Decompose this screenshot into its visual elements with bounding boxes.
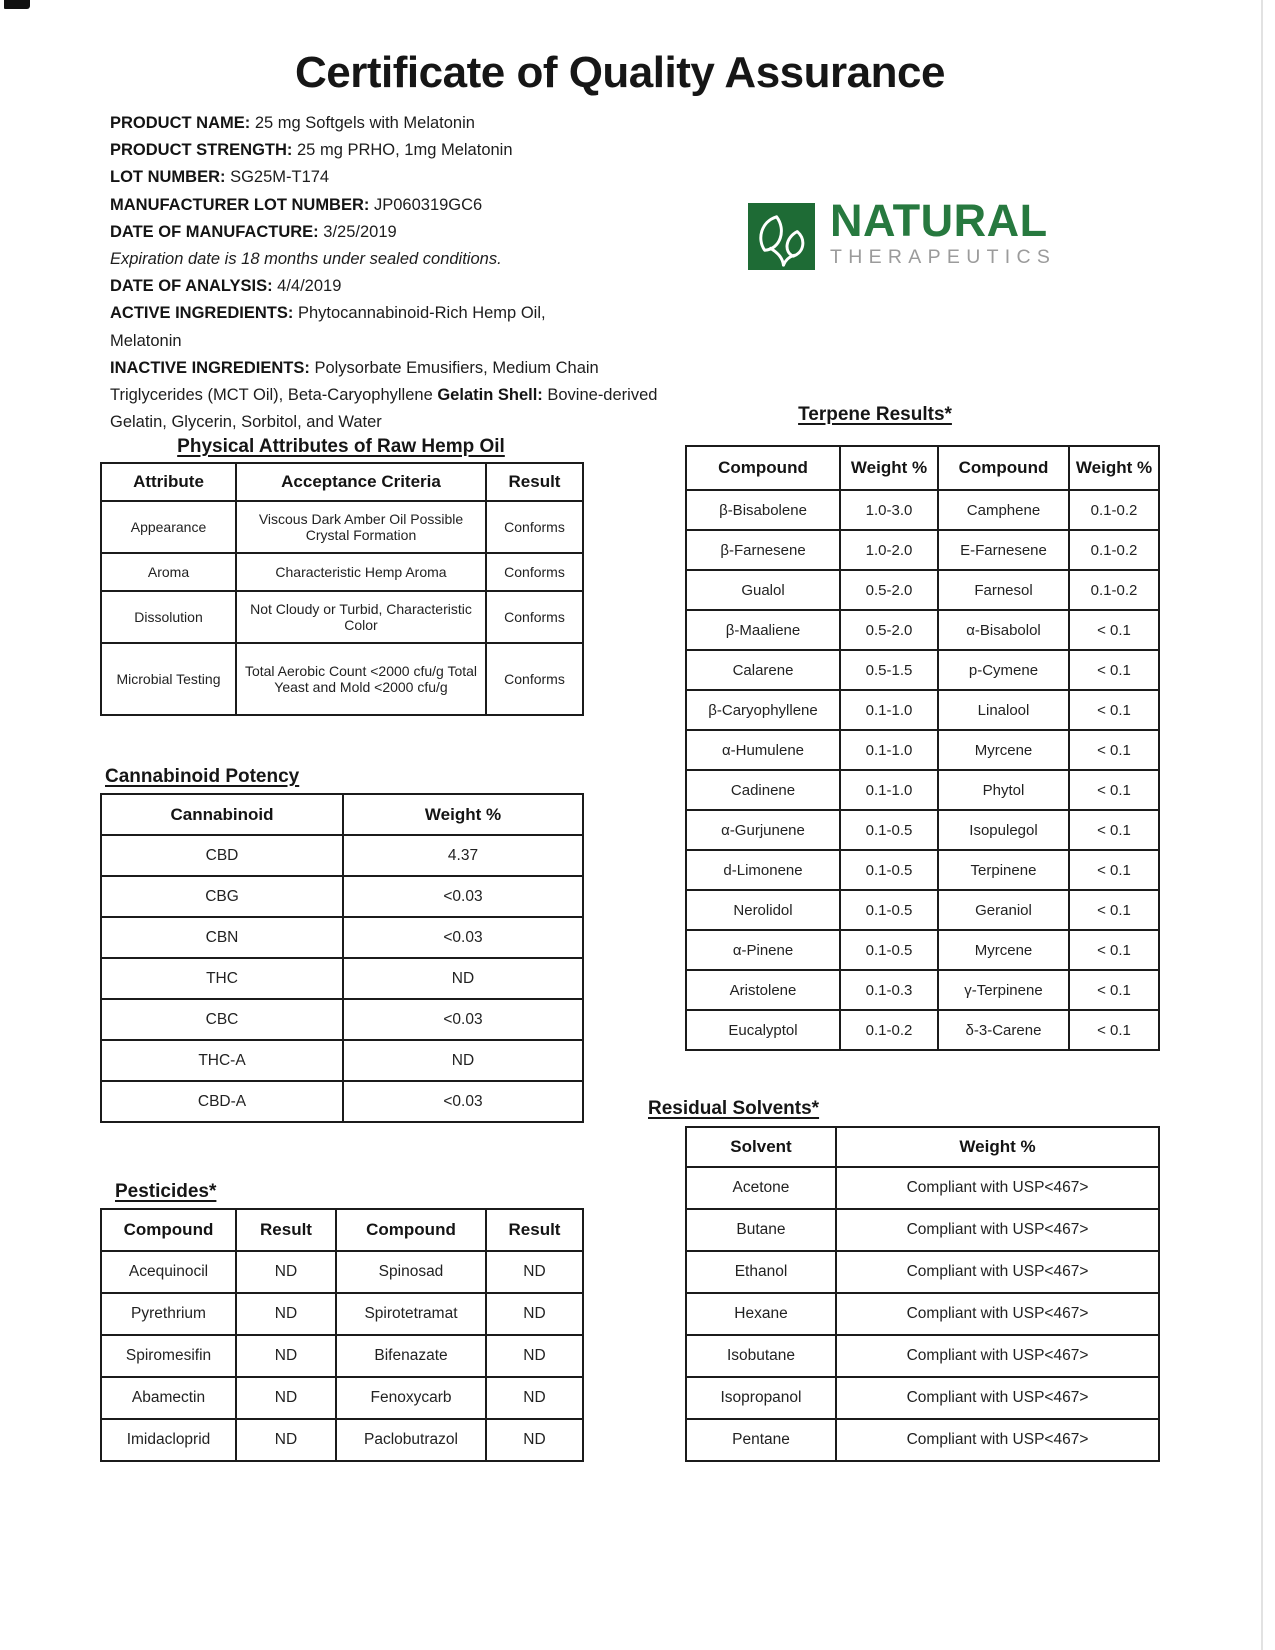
- table-cell: E-Farnesene: [938, 530, 1069, 570]
- table-cell: Acetone: [686, 1167, 836, 1209]
- physical-attributes-title: Physical Attributes of Raw Hemp Oil: [177, 436, 505, 457]
- table-cell: Cadinene: [686, 770, 840, 810]
- table-cell: Acequinocil: [101, 1251, 236, 1293]
- table-cell: Abamectin: [101, 1377, 236, 1419]
- table-cell: Terpinene: [938, 850, 1069, 890]
- table-row: [101, 1040, 583, 1081]
- table-header-row: [101, 1209, 583, 1251]
- column-header: Result: [236, 1209, 336, 1251]
- table-cell: CBG: [101, 876, 343, 917]
- table-row: [686, 1251, 1159, 1293]
- table-cell: ND: [486, 1335, 583, 1377]
- table-row: [101, 591, 583, 643]
- table-cell: 0.1-1.0: [840, 730, 938, 770]
- table-cell: Not Cloudy or Turbid, Characteristic Color: [236, 591, 486, 643]
- table-cell: Compliant with USP<467>: [836, 1167, 1159, 1209]
- table-row: [686, 1010, 1159, 1050]
- logo-subtitle: THERAPEUTICS: [830, 246, 1057, 268]
- table-cell: 0.1-0.5: [840, 850, 938, 890]
- table-cell: ND: [486, 1377, 583, 1419]
- table-cell: Linalool: [938, 690, 1069, 730]
- leaf-sprout-icon: [748, 203, 815, 270]
- page-title: Certificate of Quality Assurance: [295, 48, 945, 97]
- table-header-row: [686, 1127, 1159, 1167]
- logo-wordmark: [830, 195, 1057, 269]
- inactive-ingredients-line: INACTIVE INGREDIENTS: Polysorbate Emusifiers, Medium Chain: [110, 358, 599, 377]
- table-row: [686, 930, 1159, 970]
- table-cell: <0.03: [343, 917, 583, 958]
- table-cell: Paclobutrazol: [336, 1419, 486, 1461]
- table-row: [686, 850, 1159, 890]
- table-cell: ND: [236, 1335, 336, 1377]
- table-cell: Phytol: [938, 770, 1069, 810]
- table-row: [101, 958, 583, 999]
- table-cell: 1.0-3.0: [840, 490, 938, 530]
- table-cell: ND: [486, 1251, 583, 1293]
- table-row: [686, 970, 1159, 1010]
- logo-name: NATURAL: [830, 195, 1048, 246]
- table-cell: Bifenazate: [336, 1335, 486, 1377]
- manufacturer-lot-line: MANUFACTURER LOT NUMBER: JP060319GC6: [110, 195, 483, 214]
- table-cell: γ-Terpinene: [938, 970, 1069, 1010]
- table-cell: Spinosad: [336, 1251, 486, 1293]
- table-row: [686, 1377, 1159, 1419]
- table-cell: Hexane: [686, 1293, 836, 1335]
- table-row: [101, 643, 583, 715]
- table-cell: Microbial Testing: [101, 643, 236, 715]
- table-cell: < 0.1: [1069, 1010, 1159, 1050]
- table-cell: Compliant with USP<467>: [836, 1293, 1159, 1335]
- table-cell: Nerolidol: [686, 890, 840, 930]
- table-cell: Fenoxycarb: [336, 1377, 486, 1419]
- table-cell: Appearance: [101, 501, 236, 553]
- active-ingredients-continued: Melatonin: [110, 331, 182, 350]
- table-cell: Butane: [686, 1209, 836, 1251]
- table-cell: 0.5-2.0: [840, 570, 938, 610]
- table-cell: ND: [236, 1377, 336, 1419]
- inactive-ingredients-end: Gelatin, Glycerin, Sorbitol, and Water: [110, 413, 382, 432]
- table-cell: 4.37: [343, 835, 583, 876]
- table-cell: Spirotetramat: [336, 1293, 486, 1335]
- table-cell: Isopulegol: [938, 810, 1069, 850]
- company-logo: [748, 195, 1057, 270]
- table-cell: CBC: [101, 999, 343, 1040]
- table-cell: Isopropanol: [686, 1377, 836, 1419]
- table-cell: 0.5-1.5: [840, 650, 938, 690]
- table-cell: Myrcene: [938, 730, 1069, 770]
- table-cell: α-Humulene: [686, 730, 840, 770]
- table-header-row: [686, 446, 1159, 490]
- column-header: Solvent: [686, 1127, 836, 1167]
- table-row: [101, 917, 583, 958]
- table-cell: Total Aerobic Count <2000 cfu/g Total Yeast and Mold <2000 cfu/g: [236, 643, 486, 715]
- table-cell: Conforms: [486, 591, 583, 643]
- table-row: [686, 530, 1159, 570]
- table-cell: Farnesol: [938, 570, 1069, 610]
- table-cell: Compliant with USP<467>: [836, 1335, 1159, 1377]
- table-cell: 0.1-0.2: [1069, 530, 1159, 570]
- table-row: [686, 810, 1159, 850]
- pesticides-title: Pesticides*: [115, 1181, 217, 1202]
- column-header: Compound: [686, 446, 840, 490]
- table-cell: Pentane: [686, 1419, 836, 1461]
- table-cell: < 0.1: [1069, 770, 1159, 810]
- table-cell: 1.0-2.0: [840, 530, 938, 570]
- table-cell: < 0.1: [1069, 970, 1159, 1010]
- table-row: [101, 1081, 583, 1122]
- column-header: Weight %: [1069, 446, 1159, 490]
- table-cell: ND: [343, 1040, 583, 1081]
- table-cell: ND: [236, 1419, 336, 1461]
- table-cell: Compliant with USP<467>: [836, 1419, 1159, 1461]
- table-row: [686, 650, 1159, 690]
- table-cell: ND: [486, 1293, 583, 1335]
- pesticides-table: [100, 1208, 584, 1462]
- table-cell: 0.1-0.2: [1069, 490, 1159, 530]
- scan-edge-line: [1261, 0, 1263, 1650]
- cannabinoid-potency-title: Cannabinoid Potency: [105, 766, 300, 787]
- expiration-note: Expiration date is 18 months under sealed conditions.: [110, 250, 502, 269]
- table-cell: Spiromesifin: [101, 1335, 236, 1377]
- lot-number-line: LOT NUMBER: SG25M-T174: [110, 168, 330, 187]
- table-row: [101, 501, 583, 553]
- table-cell: Viscous Dark Amber Oil Possible Crystal Formation: [236, 501, 486, 553]
- column-header: Compound: [101, 1209, 236, 1251]
- table-row: [101, 1377, 583, 1419]
- table-header-row: [101, 794, 583, 835]
- table-cell: β-Bisabolene: [686, 490, 840, 530]
- column-header: Result: [486, 463, 583, 501]
- table-row: [101, 553, 583, 591]
- column-header: Compound: [336, 1209, 486, 1251]
- table-row: [101, 1293, 583, 1335]
- table-cell: < 0.1: [1069, 850, 1159, 890]
- table-row: [686, 730, 1159, 770]
- table-cell: Compliant with USP<467>: [836, 1377, 1159, 1419]
- table-cell: Calarene: [686, 650, 840, 690]
- table-cell: ND: [486, 1419, 583, 1461]
- table-cell: ND: [236, 1251, 336, 1293]
- table-cell: Conforms: [486, 501, 583, 553]
- table-row: [101, 1335, 583, 1377]
- table-row: [686, 490, 1159, 530]
- physical-attributes-table: [100, 462, 584, 716]
- table-cell: 0.1-1.0: [840, 770, 938, 810]
- cannabinoid-potency-table: [100, 793, 584, 1123]
- product-strength-line: PRODUCT STRENGTH: 25 mg PRHO, 1mg Melatonin: [110, 141, 513, 160]
- scan-corner-mark: [4, 0, 30, 9]
- date-of-analysis-line: DATE OF ANALYSIS: 4/4/2019: [110, 277, 342, 296]
- table-cell: Camphene: [938, 490, 1069, 530]
- table-header-row: [101, 463, 583, 501]
- table-cell: Eucalyptol: [686, 1010, 840, 1050]
- table-cell: Isobutane: [686, 1335, 836, 1377]
- table-row: [686, 1419, 1159, 1461]
- table-cell: Aroma: [101, 553, 236, 591]
- column-header: Acceptance Criteria: [236, 463, 486, 501]
- residual-solvents-table: [685, 1126, 1160, 1462]
- terpene-results-table: [685, 445, 1160, 1051]
- table-row: [686, 690, 1159, 730]
- table-cell: Myrcene: [938, 930, 1069, 970]
- table-cell: THC: [101, 958, 343, 999]
- table-row: [686, 890, 1159, 930]
- column-header: Compound: [938, 446, 1069, 490]
- table-cell: Geraniol: [938, 890, 1069, 930]
- table-cell: Aristolene: [686, 970, 840, 1010]
- table-cell: < 0.1: [1069, 690, 1159, 730]
- table-row: [101, 876, 583, 917]
- date-of-manufacture-line: DATE OF MANUFACTURE: 3/25/2019: [110, 222, 397, 241]
- table-cell: THC-A: [101, 1040, 343, 1081]
- table-cell: <0.03: [343, 999, 583, 1040]
- table-row: [686, 570, 1159, 610]
- table-row: [101, 1251, 583, 1293]
- table-row: [101, 1419, 583, 1461]
- table-cell: < 0.1: [1069, 610, 1159, 650]
- column-header: Result: [486, 1209, 583, 1251]
- table-cell: 0.1-0.2: [1069, 570, 1159, 610]
- table-cell: 0.5-2.0: [840, 610, 938, 650]
- table-cell: Dissolution: [101, 591, 236, 643]
- column-header: Weight %: [343, 794, 583, 835]
- inactive-ingredients-continued: Triglycerides (MCT Oil), Beta-Caryophyllene Gelatin Shell: Bovine-derived: [110, 386, 658, 405]
- table-row: [101, 999, 583, 1040]
- table-cell: α-Bisabolol: [938, 610, 1069, 650]
- table-cell: d-Limonene: [686, 850, 840, 890]
- column-header: Weight %: [836, 1127, 1159, 1167]
- table-cell: ND: [343, 958, 583, 999]
- table-cell: Characteristic Hemp Aroma: [236, 553, 486, 591]
- table-cell: Ethanol: [686, 1251, 836, 1293]
- table-cell: <0.03: [343, 1081, 583, 1122]
- table-cell: < 0.1: [1069, 650, 1159, 690]
- table-row: [686, 1293, 1159, 1335]
- column-header: Weight %: [840, 446, 938, 490]
- table-row: [101, 835, 583, 876]
- table-row: [686, 770, 1159, 810]
- product-name-line: PRODUCT NAME: 25 mg Softgels with Melatonin: [110, 114, 475, 132]
- table-cell: < 0.1: [1069, 930, 1159, 970]
- column-header: Cannabinoid: [101, 794, 343, 835]
- table-cell: ND: [236, 1293, 336, 1335]
- residual-solvents-title: Residual Solvents*: [648, 1098, 820, 1119]
- table-cell: β-Maaliene: [686, 610, 840, 650]
- table-cell: Gualol: [686, 570, 840, 610]
- table-cell: Compliant with USP<467>: [836, 1251, 1159, 1293]
- table-row: [686, 1167, 1159, 1209]
- table-cell: 0.1-0.5: [840, 930, 938, 970]
- table-cell: p-Cymene: [938, 650, 1069, 690]
- column-header: Attribute: [101, 463, 236, 501]
- table-cell: Imidacloprid: [101, 1419, 236, 1461]
- table-cell: 0.1-1.0: [840, 690, 938, 730]
- table-row: [686, 610, 1159, 650]
- table-row: [686, 1209, 1159, 1251]
- table-cell: Conforms: [486, 643, 583, 715]
- table-cell: CBD: [101, 835, 343, 876]
- terpene-results-title: Terpene Results*: [798, 404, 952, 425]
- product-info-block: [110, 110, 685, 436]
- table-cell: β-Caryophyllene: [686, 690, 840, 730]
- table-cell: Pyrethrium: [101, 1293, 236, 1335]
- table-cell: <0.03: [343, 876, 583, 917]
- table-cell: α-Pinene: [686, 930, 840, 970]
- table-cell: Compliant with USP<467>: [836, 1209, 1159, 1251]
- table-cell: < 0.1: [1069, 810, 1159, 850]
- table-cell: 0.1-0.5: [840, 890, 938, 930]
- table-cell: < 0.1: [1069, 730, 1159, 770]
- table-cell: 0.1-0.5: [840, 810, 938, 850]
- table-row: [686, 1335, 1159, 1377]
- table-cell: CBN: [101, 917, 343, 958]
- active-ingredients-line: ACTIVE INGREDIENTS: Phytocannabinoid-Rich Hemp Oil,: [110, 304, 546, 323]
- table-cell: δ-3-Carene: [938, 1010, 1069, 1050]
- table-cell: CBD-A: [101, 1081, 343, 1122]
- table-cell: 0.1-0.3: [840, 970, 938, 1010]
- table-cell: α-Gurjunene: [686, 810, 840, 850]
- table-cell: β-Farnesene: [686, 530, 840, 570]
- table-cell: 0.1-0.2: [840, 1010, 938, 1050]
- table-cell: Conforms: [486, 553, 583, 591]
- table-cell: < 0.1: [1069, 890, 1159, 930]
